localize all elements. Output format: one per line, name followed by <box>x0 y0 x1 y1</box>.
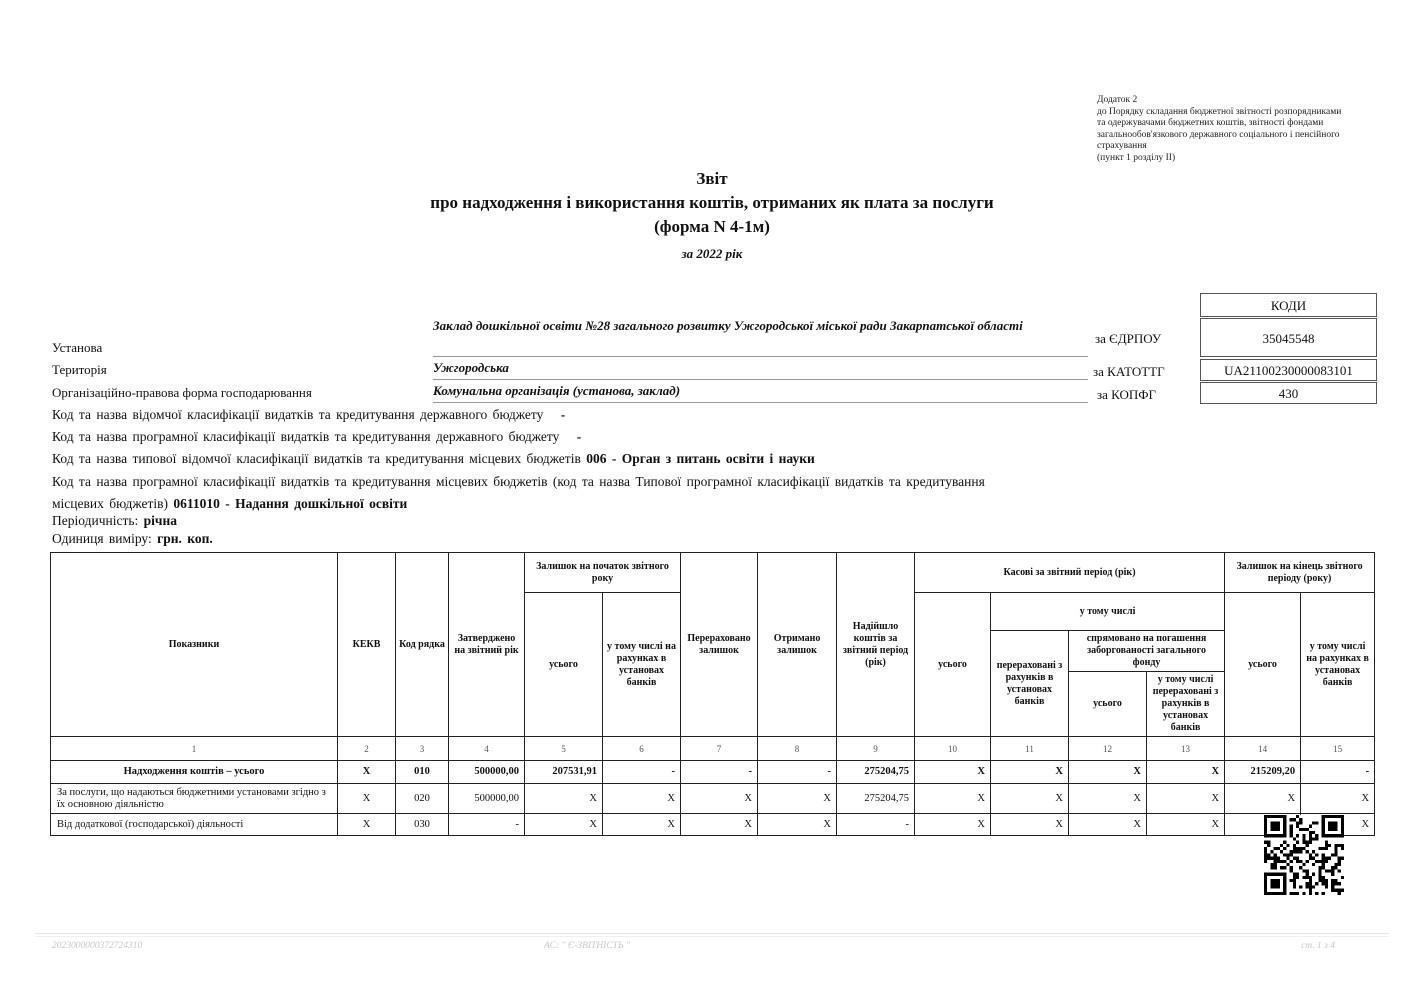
institution-value: Заклад дошкільної освіти №28 загального розвитку Ужгородської міської ради Закарпатської області <box>433 318 1023 333</box>
report-table <box>50 552 1375 836</box>
cell: X <box>338 814 396 836</box>
cell: 215209,20 <box>1225 761 1301 784</box>
title-line-2: про надходження і використання коштів, отриманих як плата за послуги <box>430 193 994 212</box>
cell: X <box>1147 814 1225 836</box>
col-header-including: у тому числі <box>991 593 1225 631</box>
institution-underline <box>433 316 1088 357</box>
col-header-approved: Затверджено на звітний рік <box>449 553 525 737</box>
col-header-indicators: Показники <box>51 553 338 737</box>
cell: X <box>338 784 396 814</box>
cell: X <box>338 761 396 784</box>
title-period: за 2022 рік <box>681 246 743 261</box>
col-header-start-total: усього <box>525 593 603 737</box>
cell: X <box>681 814 758 836</box>
cell: X <box>1147 784 1225 814</box>
cell: X <box>1069 814 1147 836</box>
classification-line-1-value: - <box>560 407 566 422</box>
cell: - <box>1301 761 1375 784</box>
cell: 275204,75 <box>837 784 915 814</box>
unit-label: Одиниця виміру: <box>52 531 152 546</box>
row-label: Від додаткової (господарської) діяльності <box>51 814 338 836</box>
cell: X <box>915 784 991 814</box>
appendix-line: Додаток 2 <box>1097 95 1138 105</box>
col-num: 8 <box>758 737 837 761</box>
footer-divider <box>35 933 1389 934</box>
col-header-received-funds: Надійшло коштів за звітний період (рік) <box>837 553 915 737</box>
col-header-received-balance: Отримано залишок <box>758 553 837 737</box>
kopfg-label: за КОПФГ <box>1097 387 1157 402</box>
codes-header-cell: КОДИ <box>1200 293 1377 317</box>
cell: X <box>603 784 681 814</box>
col-num: 3 <box>396 737 449 761</box>
col-num: 14 <box>1225 737 1301 761</box>
col-num: 1 <box>51 737 338 761</box>
table-row <box>51 761 1375 784</box>
unit-value: грн. коп. <box>157 531 213 546</box>
title-line-1: Звіт <box>696 169 728 188</box>
col-header-directed-repayment: спрямовано на погашення заборгованості загального фонду <box>1069 631 1225 672</box>
cell: X <box>1301 784 1375 814</box>
row-label: За послуги, що надаються бюджетними установами згідно з їх основною діяльністю <box>51 784 338 814</box>
cell: X <box>1069 784 1147 814</box>
col-num: 13 <box>1147 737 1225 761</box>
footer-system-name: АС: " Є-ЗВІТНІСТЬ " <box>544 941 630 951</box>
appendix-line: (пункт 1 розділу ІІ) <box>1097 152 1176 163</box>
cell: X <box>525 784 603 814</box>
col-num: 6 <box>603 737 681 761</box>
cell: 275204,75 <box>837 761 915 784</box>
title-line-3: (форма N 4-1м) <box>654 217 770 236</box>
col-num: 5 <box>525 737 603 761</box>
col-header-cash-total: усього <box>915 593 991 737</box>
col-num: 11 <box>991 737 1069 761</box>
col-header-transferred-from-accounts: перераховані з рахунків в установах банків <box>991 631 1069 737</box>
qr-code <box>1264 815 1344 895</box>
cell: X <box>1225 784 1301 814</box>
cell: 500000,00 <box>449 784 525 814</box>
classification-line-2-value: - <box>576 429 582 444</box>
footer-document-id: 2023000000372724310 <box>52 941 143 951</box>
appendix-line: страхування <box>1097 141 1147 151</box>
cell: X <box>603 814 681 836</box>
classification-line-3 <box>52 449 1102 469</box>
territory-underline <box>433 358 1088 380</box>
classification-line-3-text: Код та назва типової відомчої класифікації видатків та кредитування місцевих бюджетів <box>52 451 581 466</box>
territory-value: Ужгородська <box>433 360 509 375</box>
col-num: 9 <box>837 737 915 761</box>
cell: X <box>1301 814 1375 836</box>
cell: 010 <box>396 761 449 784</box>
periodicity-label: Періодичність: <box>52 513 139 528</box>
institution-label: Установа <box>52 340 103 355</box>
table-row <box>51 814 1375 836</box>
legal-form-value: Комунальна організація (установа, заклад) <box>433 383 681 398</box>
col-header-kekv: КЕКВ <box>338 553 396 737</box>
col-header-row-code: Код рядка <box>396 553 449 737</box>
cell: - <box>449 814 525 836</box>
cell: 500000,00 <box>449 761 525 784</box>
col-header-end-incl-bank: у тому числі на рахунках в установах банків <box>1301 593 1375 737</box>
col-num: 12 <box>1069 737 1147 761</box>
col-header-incl-transferred: у тому числі перераховані з рахунків в установах банків <box>1147 672 1225 737</box>
classification-line-4 <box>52 471 1030 515</box>
col-header-end-total: усього <box>1225 593 1301 737</box>
col-header-cash-period: Касові за звітний період (рік) <box>915 553 1225 593</box>
cell: X <box>915 761 991 784</box>
cell: X <box>758 814 837 836</box>
classification-line-1 <box>52 405 1032 425</box>
cell: X <box>681 784 758 814</box>
cell: 020 <box>396 784 449 814</box>
unit-line <box>52 529 213 549</box>
qr-code-image <box>1264 815 1344 895</box>
cell: - <box>837 814 915 836</box>
cell: X <box>991 814 1069 836</box>
cell: X <box>915 814 991 836</box>
classification-line-4-value: 0611010 - Надання дошкільної освіти <box>173 496 408 511</box>
territory-label: Територія <box>52 362 107 377</box>
col-header-balance-start: Залишок на початок звітного року <box>525 553 681 593</box>
col-num: 15 <box>1301 737 1375 761</box>
katottg-label: за КАТОТТГ <box>1093 364 1165 379</box>
cell: X <box>1069 761 1147 784</box>
cell: 030 <box>396 814 449 836</box>
cell: - <box>681 761 758 784</box>
col-num: 4 <box>449 737 525 761</box>
legal-form-label: Організаційно-правова форма господарювання <box>52 385 312 400</box>
legal-form-underline <box>433 381 1088 403</box>
cell: X <box>1147 761 1225 784</box>
col-header-directed-total: усього <box>1069 672 1147 737</box>
footer-page-number: ст. 1 з 4 <box>1301 941 1335 951</box>
appendix-line: загальнообов'язкового державного соціального і пенсійного <box>1097 129 1340 140</box>
kopfg-value-cell: 430 <box>1200 382 1377 404</box>
cell: X <box>991 784 1069 814</box>
cell: X <box>758 784 837 814</box>
classification-line-4-text: Код та назва програмної класифікації видатків та кредитування місцевих бюджетів (код та назва Типової програмної класифікації видатків та кредитування місцевих бюджетів) <box>52 474 985 511</box>
classification-line-1-text: Код та назва відомчої класифікації видатків та кредитування державного бюджету <box>52 407 544 422</box>
appendix-line: до Порядку складання бюджетної звітності розпорядниками <box>1097 106 1342 117</box>
table-row <box>51 784 1375 814</box>
row-label: Надходження коштів – усього <box>51 761 338 784</box>
appendix-note <box>1097 95 1387 164</box>
cell: 207531,91 <box>525 761 603 784</box>
cell: X <box>525 814 603 836</box>
appendix-line: та одержувачами бюджетних коштів, звітності фондами <box>1097 118 1324 128</box>
cell: - <box>603 761 681 784</box>
cell: - <box>758 761 837 784</box>
periodicity-value: річна <box>143 513 178 528</box>
katottg-value-cell: UA21100230000083101 <box>1200 359 1377 381</box>
col-header-start-incl-bank: у тому числі на рахунках в установах банків <box>603 593 681 737</box>
col-num: 10 <box>915 737 991 761</box>
classification-line-2-text: Код та назва програмної класифікації видатків та кредитування державного бюджету <box>52 429 560 444</box>
col-header-balance-end: Залишок на кінець звітного періоду (року) <box>1225 553 1375 593</box>
column-number-row <box>51 737 1375 761</box>
col-header-transferred-balance: Перераховано залишок <box>681 553 758 737</box>
classification-line-2 <box>52 427 1032 447</box>
edrpou-label: за ЄДРПОУ <box>1095 331 1162 346</box>
col-num: 7 <box>681 737 758 761</box>
report-title <box>0 167 1424 262</box>
cell: X <box>991 761 1069 784</box>
col-num: 2 <box>338 737 396 761</box>
periodicity-line <box>52 511 177 531</box>
footer-divider-2 <box>35 936 1389 937</box>
classification-line-3-value: 006 - Орган з питань освіти і науки <box>586 451 815 466</box>
edrpou-value-cell: 35045548 <box>1200 318 1377 357</box>
